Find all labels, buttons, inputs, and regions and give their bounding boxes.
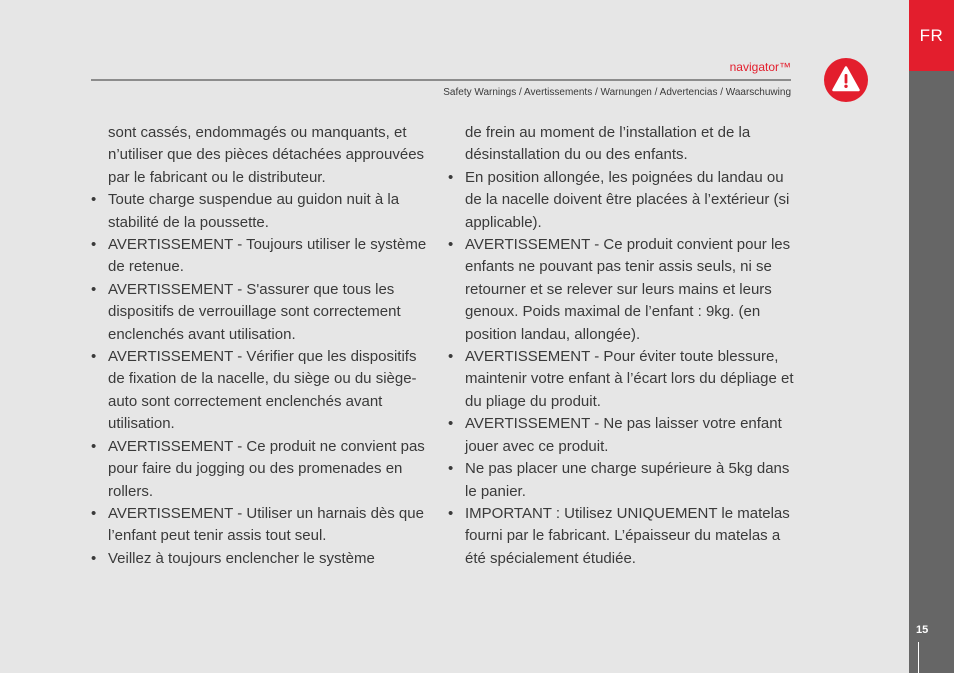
left-warning-list bbox=[91, 122, 436, 570]
list-item: • AVERTISSEMENT - Toujours utiliser le système de retenue. bbox=[91, 234, 436, 279]
list-item: sont cassés, endommagés ou manquants, et n’utiliser que des pièces détachées approuvées par le fabricant ou le distributeur. bbox=[108, 124, 425, 186]
warning-triangle-icon bbox=[824, 58, 868, 102]
list-item: • AVERTISSEMENT - Utiliser un harnais dès que l’enfant peut tenir assis tout seul. bbox=[91, 503, 436, 548]
list-item: • Ne pas placer une charge supérieure à 5kg dans le panier. bbox=[448, 458, 798, 503]
list-item: de frein au moment de l’installation et de la désinstallation du ou des enfants. bbox=[465, 124, 751, 164]
list-item: • AVERTISSEMENT - Ce produit ne convient pas pour faire du jogging ou des promenades en rollers. bbox=[91, 436, 436, 503]
list-item: • AVERTISSEMENT - Ce produit convient pour les enfants ne pouvant pas tenir assis seuls, ni se retourner et se relever sur leurs mains et leurs genoux. Poids maximal de l’enfant : 9kg. (en position landau, allongée). bbox=[448, 234, 798, 346]
right-column bbox=[448, 122, 798, 570]
list-item: • En position allongée, les poignées du landau ou de la nacelle doivent être placées à l’extérieur (si applicable). bbox=[448, 167, 798, 234]
list-item: • AVERTISSEMENT - Pour éviter toute blessure, maintenir votre enfant à l’écart lors du dépliage et du pliage du produit. bbox=[448, 346, 798, 413]
brand-name: navigator™ bbox=[729, 60, 791, 74]
page-number: 15 bbox=[916, 624, 929, 636]
page-number-rule bbox=[918, 642, 919, 673]
left-column bbox=[91, 122, 436, 570]
header-subtitle: Safety Warnings / Avertissements / Warnungen / Advertencias / Waarschuwing bbox=[443, 87, 791, 98]
language-tab bbox=[909, 0, 954, 71]
list-item: • Veillez à toujours enclencher le système bbox=[91, 548, 436, 570]
list-item: • Toute charge suspendue au guidon nuit à la stabilité de la poussette. bbox=[91, 189, 436, 234]
header-divider bbox=[91, 79, 791, 81]
list-item: • AVERTISSEMENT - Ne pas laisser votre enfant jouer avec ce produit. bbox=[448, 413, 798, 458]
language-label: FR bbox=[919, 25, 944, 45]
list-item: • AVERTISSEMENT - Vérifier que les dispositifs de fixation de la nacelle, du siège ou du siège-auto sont correctement enclenchés avant utilisation. bbox=[91, 346, 436, 436]
side-bar bbox=[909, 0, 954, 673]
right-warning-list bbox=[448, 122, 798, 570]
list-item: • AVERTISSEMENT - S'assurer que tous les dispositifs de verrouillage sont correctement enclenchés avant utilisation. bbox=[91, 279, 436, 346]
list-item: • IMPORTANT : Utilisez UNIQUEMENT le matelas fourni par le fabricant. L’épaisseur du matelas a été spécialement étudiée. bbox=[448, 503, 798, 570]
